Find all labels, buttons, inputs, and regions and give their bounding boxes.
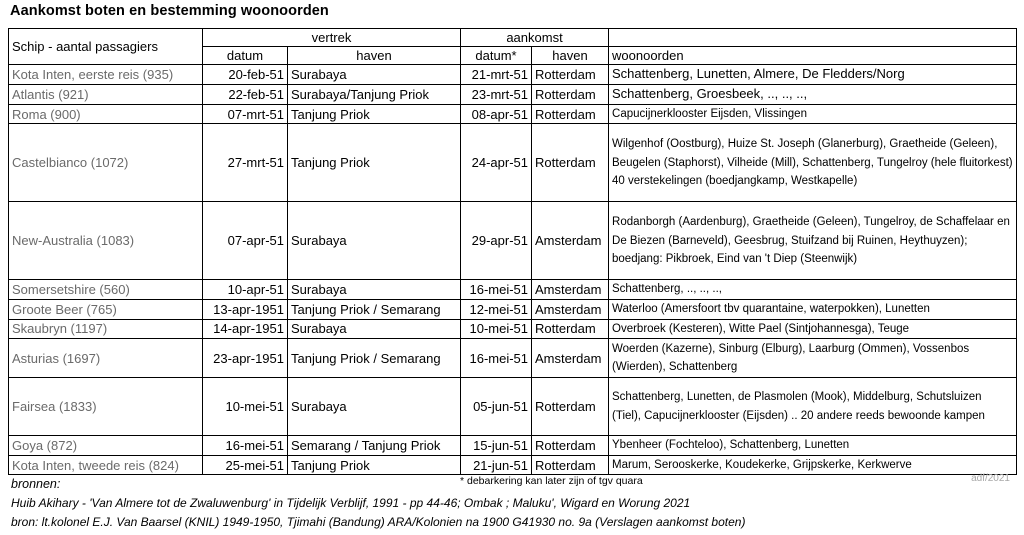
source-line-2: bron: lt.kolonel E.J. Van Baarsel (KNIL) 1949-1950, Tjimahi (Bandung) ARA/Kolonien na 1900 G41930 no. 9a (Verslagen aankomst boten) (11, 515, 746, 529)
ships-table (8, 28, 1017, 475)
col-group-vertrek: vertrek (203, 29, 461, 47)
aankomst-haven: Rotterdam (532, 65, 609, 85)
table-row (9, 455, 1017, 475)
table-row (9, 436, 1017, 456)
vertrek-datum: 23-apr-1951 (203, 339, 288, 378)
page-title: Aankomst boten en bestemming woonoorden (10, 3, 329, 19)
table-row (9, 124, 1017, 202)
vertrek-datum: 13-apr-1951 (203, 299, 288, 319)
vertrek-datum: 10-apr-51 (203, 280, 288, 300)
table-row (9, 65, 1017, 85)
aankomst-datum: 05-jun-51 (461, 378, 532, 436)
woonoorden: Schattenberg, .., .., .., (609, 280, 1017, 300)
ship-name: Skaubryn (1197) (9, 319, 203, 339)
vertrek-haven: Surabaya/Tanjung Priok (288, 84, 461, 104)
col-header-aankomst-haven: haven (532, 47, 609, 65)
vertrek-datum: 16-mei-51 (203, 436, 288, 456)
ship-name: Goya (872) (9, 436, 203, 456)
vertrek-haven: Surabaya (288, 280, 461, 300)
aankomst-haven: Rotterdam (532, 436, 609, 456)
ship-name: Groote Beer (765) (9, 299, 203, 319)
table-row (9, 339, 1017, 378)
aankomst-haven: Rotterdam (532, 378, 609, 436)
woonoorden: Wilgenhof (Oostburg), Huize St. Joseph (Glanerburg), Graetheide (Geleen), Beugelen (Staphorst), Vilheide (Mill), Schattenberg, Tungelroy (hele fluitorkest) 40 verstekelingen (boedjangkamp, Westkapelle) (609, 124, 1017, 202)
ship-name: Roma (900) (9, 104, 203, 124)
credit-stamp: adf/2021 (971, 473, 1010, 484)
aankomst-haven: Amsterdam (532, 299, 609, 319)
woonoorden: Schattenberg, Lunetten, Almere, De Fledders/Norg (609, 65, 1017, 85)
aankomst-datum: 21-mrt-51 (461, 65, 532, 85)
col-header-woonoorden: woonoorden (609, 47, 1017, 65)
col-header-vertrek-haven: haven (288, 47, 461, 65)
aankomst-haven: Rotterdam (532, 104, 609, 124)
col-group-aankomst: aankomst (461, 29, 609, 47)
aankomst-haven: Rotterdam (532, 84, 609, 104)
ship-name: Kota Inten, tweede reis (824) (9, 455, 203, 475)
aankomst-datum: 16-mei-51 (461, 339, 532, 378)
table-row (9, 104, 1017, 124)
aankomst-datum: 24-apr-51 (461, 124, 532, 202)
vertrek-datum: 07-apr-51 (203, 202, 288, 280)
woonoorden: Schattenberg, Groesbeek, .., .., .., (609, 84, 1017, 104)
vertrek-haven: Semarang / Tanjung Priok (288, 436, 461, 456)
woonoorden: Schattenberg, Lunetten, de Plasmolen (Mook), Middelburg, Schutsluizen (Tiel), Capucijnerklooster (Eijsden) .. 20 andere reeds bewoonde kampen (609, 378, 1017, 436)
woonoorden: Rodanborgh (Aardenburg), Graetheide (Geleen), Tungelroy, de Schaffelaar en De Biezen (Barneveld), Geesbrug, Stuifzand bij Ruinen, Heythuyzen); boedjang: Pikbroek, Eind van 't Diep (Steenwijk) (609, 202, 1017, 280)
col-header-ship: Schip - aantal passagiers (9, 29, 203, 65)
col-header-empty (609, 29, 1017, 47)
ship-name: Kota Inten, eerste reis (935) (9, 65, 203, 85)
woonoorden: Overbroek (Kesteren), Witte Pael (Sintjohannesga), Teuge (609, 319, 1017, 339)
col-header-vertrek-datum: datum (203, 47, 288, 65)
table-row (9, 319, 1017, 339)
vertrek-haven: Tanjung Priok / Semarang (288, 339, 461, 378)
vertrek-datum: 27-mrt-51 (203, 124, 288, 202)
vertrek-haven: Tanjung Priok (288, 104, 461, 124)
vertrek-haven: Tanjung Priok / Semarang (288, 299, 461, 319)
aankomst-haven: Amsterdam (532, 280, 609, 300)
aankomst-datum: 10-mei-51 (461, 319, 532, 339)
vertrek-haven: Surabaya (288, 65, 461, 85)
aankomst-haven: Rotterdam (532, 124, 609, 202)
table-row (9, 378, 1017, 436)
table-row (9, 84, 1017, 104)
debarkering-footnote: * debarkering kan later zijn of tgv quara (460, 475, 643, 487)
vertrek-haven: Tanjung Priok (288, 124, 461, 202)
table-row (9, 202, 1017, 280)
bronnen-label: bronnen: (11, 477, 61, 491)
vertrek-haven: Tanjung Priok (288, 455, 461, 475)
aankomst-datum: 16-mei-51 (461, 280, 532, 300)
aankomst-datum: 23-mrt-51 (461, 84, 532, 104)
aankomst-datum: 21-jun-51 (461, 455, 532, 475)
vertrek-datum: 20-feb-51 (203, 65, 288, 85)
ship-name: Castelbianco (1072) (9, 124, 203, 202)
table-row (9, 280, 1017, 300)
ship-name: Atlantis (921) (9, 84, 203, 104)
header-row-groups (9, 29, 1017, 47)
aankomst-haven: Rotterdam (532, 455, 609, 475)
vertrek-datum: 22-feb-51 (203, 84, 288, 104)
source-line-1: Huib Akihary - 'Van Almere tot de Zwaluwenburg' in Tijdelijk Verblijf, 1991 - pp 44-46; Ombak ; Maluku', Wigard en Worung 2021 (11, 496, 691, 510)
ship-name: Somersetshire (560) (9, 280, 203, 300)
woonoorden: Woerden (Kazerne), Sinburg (Elburg), Laarburg (Ommen), Vossenbos (Wierden), Schattenberg (609, 339, 1017, 378)
woonoorden: Waterloo (Amersfoort tbv quarantaine, waterpokken), Lunetten (609, 299, 1017, 319)
vertrek-datum: 10-mei-51 (203, 378, 288, 436)
vertrek-datum: 25-mei-51 (203, 455, 288, 475)
aankomst-haven: Rotterdam (532, 319, 609, 339)
vertrek-datum: 07-mrt-51 (203, 104, 288, 124)
aankomst-datum: 15-jun-51 (461, 436, 532, 456)
woonoorden: Marum, Serooskerke, Koudekerke, Grijpskerke, Kerkwerve (609, 455, 1017, 475)
col-header-aankomst-datum: datum* (461, 47, 532, 65)
ship-name: Asturias (1697) (9, 339, 203, 378)
table-header (9, 29, 1017, 65)
vertrek-haven: Surabaya (288, 319, 461, 339)
vertrek-haven: Surabaya (288, 378, 461, 436)
table-row (9, 299, 1017, 319)
aankomst-datum: 12-mei-51 (461, 299, 532, 319)
vertrek-haven: Surabaya (288, 202, 461, 280)
ship-name: Fairsea (1833) (9, 378, 203, 436)
ship-name: New-Australia (1083) (9, 202, 203, 280)
aankomst-haven: Amsterdam (532, 202, 609, 280)
aankomst-datum: 29-apr-51 (461, 202, 532, 280)
woonoorden: Capucijnerklooster Eijsden, Vlissingen (609, 104, 1017, 124)
woonoorden: Ybenheer (Fochteloo), Schattenberg, Lunetten (609, 436, 1017, 456)
aankomst-datum: 08-apr-51 (461, 104, 532, 124)
aankomst-haven: Amsterdam (532, 339, 609, 378)
vertrek-datum: 14-apr-1951 (203, 319, 288, 339)
